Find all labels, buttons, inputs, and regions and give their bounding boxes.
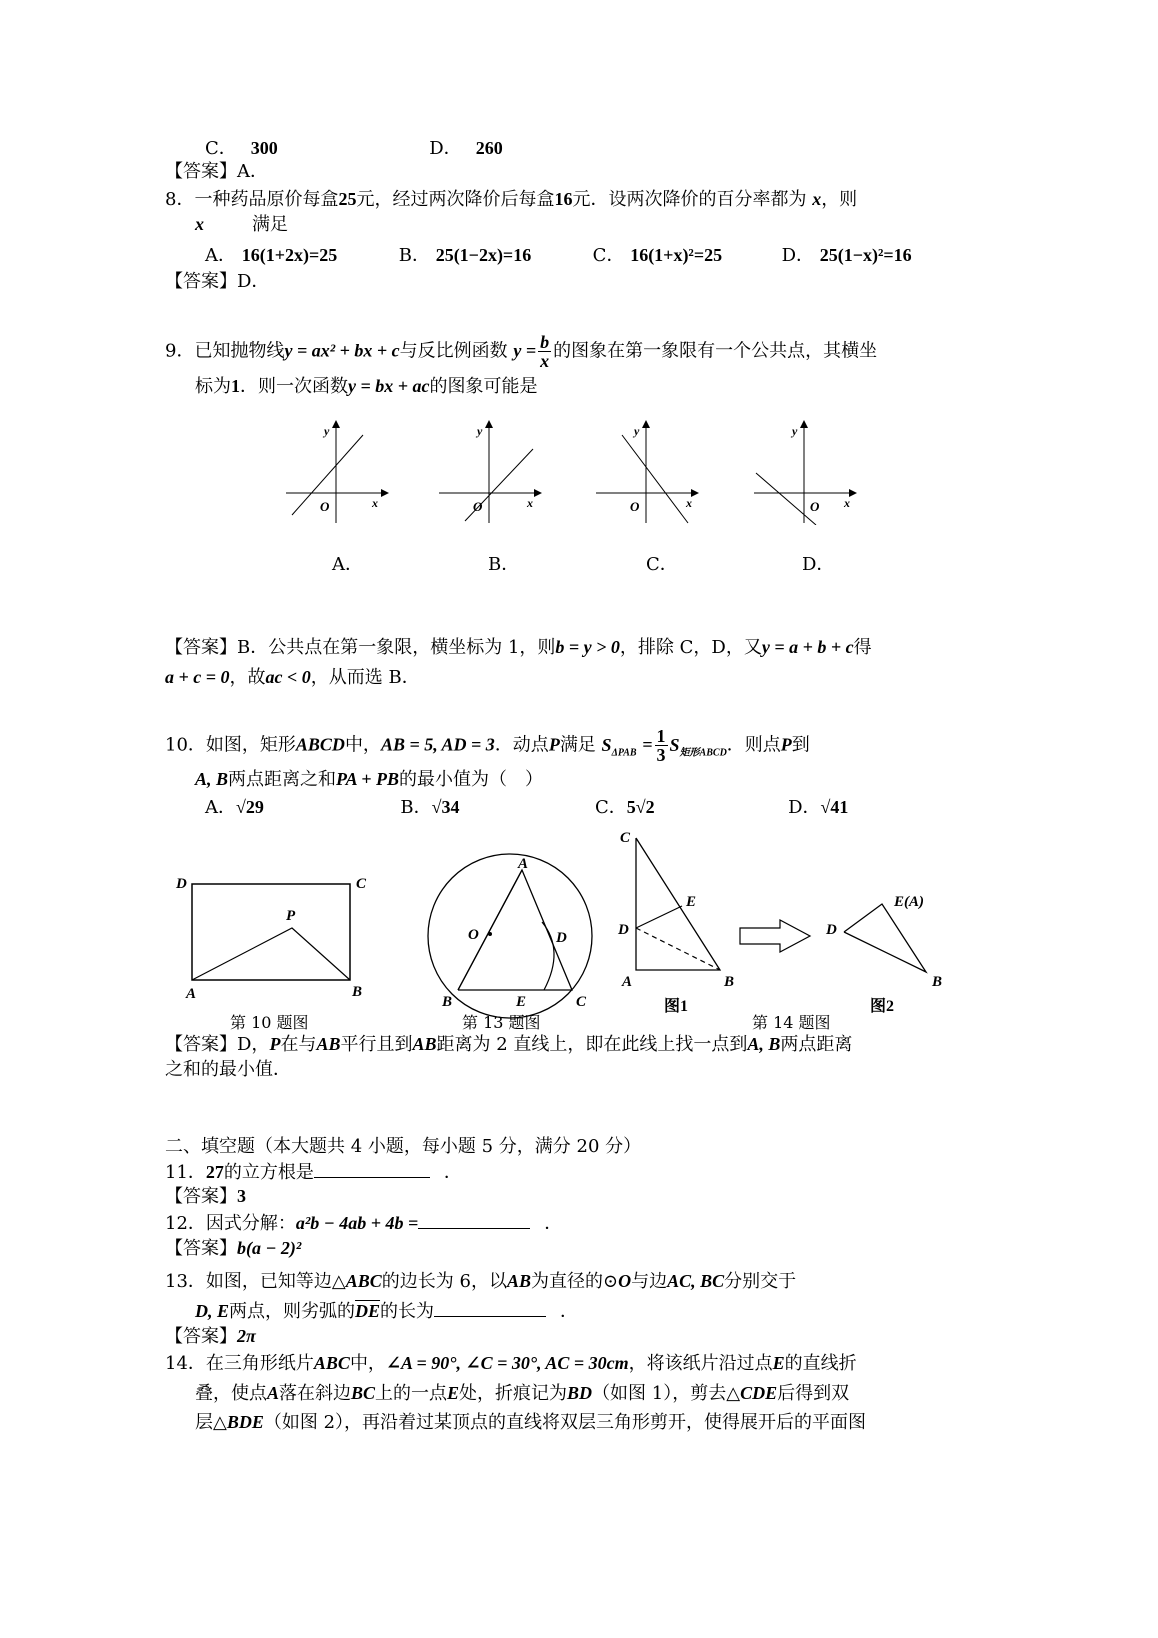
q9-graph-d (754, 421, 856, 525)
figures-row (170, 820, 970, 1020)
svg-text:B: B (352, 984, 363, 1000)
svg-text:A: A (622, 974, 633, 990)
fig14-figure1 (617, 830, 734, 990)
fig14-caption: 第 14 题图 (752, 1013, 831, 1032)
q9-graph-label-b: B． (488, 554, 520, 575)
svg-text:y: y (324, 424, 330, 438)
q8-options: A． 16(1+2x)=25 B． 25(1−2x)=16 C． 16(1+x)²=25 D． 25(1−x)²=16 (205, 245, 912, 266)
svg-text:O: O (468, 927, 479, 943)
q9-graph-a (286, 421, 388, 523)
q9-stem-2: 标为1．则一次函数y = bx + ac的图象可能是 (195, 376, 538, 397)
svg-text:E: E (686, 894, 697, 910)
q13-stem-2: D, E两点，则劣弧的$\overline{DE}$的长为 ． (195, 1301, 579, 1322)
q7-answer: 【答案】A． (165, 161, 268, 182)
svg-text:O: O (810, 499, 820, 514)
section2-title: 二、填空题（本大题共 4 小题，每小题 5 分，满分 20 分） (165, 1136, 642, 1157)
q11-stem: 11．27的立方根是 ． (165, 1162, 462, 1183)
svg-text:x: x (372, 496, 378, 510)
q14-stem-3: 层△BDE（如图 2），再沿着过某顶点的直线将双层三角形剪开，使得展开后的平面图 (195, 1412, 867, 1433)
fig14-arrow (740, 920, 810, 952)
q9-answer: 【答案】B．公共点在第一象限，横坐标为 1，则b = y > 0，排除 C，D，又y = a + b + c得 (165, 637, 872, 658)
q9-answer-2: a + c = 0，故ac < 0，从而选 B． (165, 667, 420, 688)
svg-text:O: O (630, 499, 640, 514)
q9-graph-label-a: A． (332, 554, 363, 575)
q10-stem: 10．如图，矩形ABCD中，AB = 5, AD = 3．动点P满足 $S_{\Delta PAB}$ = $\frac{1}{3}$ $S_{矩形ABCD}$．则点P到 (165, 726, 810, 765)
q10-answer-2: 之和的最小值． (165, 1059, 291, 1080)
fig10-caption: 第 10 题图 (230, 1013, 309, 1032)
svg-text:y: y (477, 424, 483, 438)
svg-text:x: x (686, 496, 692, 510)
svg-text:P: P (286, 908, 296, 924)
svg-text:B: B (724, 974, 735, 990)
q12-answer: 【答案】b(a − 2)² (165, 1238, 302, 1259)
svg-text:E: E (516, 994, 527, 1010)
svg-text:O: O (320, 499, 330, 514)
svg-text:O: O (473, 499, 483, 514)
q14-stem: 14．在三角形纸片ABC中，∠A = 90°, ∠C = 30°, AC = 30cm，将该纸片沿过点E的直线折 (165, 1353, 857, 1374)
fig13-circle-triangle (428, 854, 592, 1018)
q9-stem: 9．已知抛物线y = ax² + bx + c与反比例函数 y = $\frac{b}{x}$ 的图象在第一象限有一个公共点，其横坐 (165, 332, 878, 371)
q14-stem-2: 叠，使点A落在斜边BC上的一点E处，折痕记为BD（如图 1），剪去△CDE后得到双 (195, 1383, 850, 1404)
q11-answer: 【答案】3 (165, 1186, 246, 1207)
svg-text:x: x (844, 496, 850, 510)
q10-stem-2: A, B两点距离之和PA + PB的最小值为（ ） (195, 769, 543, 790)
q9-graphs (280, 415, 880, 525)
svg-text:D: D (556, 930, 567, 946)
fig10-rectangle (175, 876, 367, 1002)
svg-text:C: C (620, 830, 631, 846)
svg-text:E(A): E(A) (894, 894, 924, 910)
svg-text:x: x (527, 496, 533, 510)
q9-graph-label-c: C． (646, 554, 678, 575)
q9-graph-label-d: D． (802, 554, 835, 575)
svg-text:A: A (518, 856, 529, 872)
fig13-caption: 第 13 题图 (462, 1013, 541, 1032)
svg-text:B: B (442, 994, 453, 1010)
svg-text:C: C (576, 994, 587, 1010)
svg-text:y: y (792, 424, 798, 438)
svg-text:D: D (176, 876, 187, 892)
fig14-sub1: 图1 (664, 998, 689, 1015)
fig14-figure2 (825, 894, 942, 990)
q12-stem: 12．因式分解：a²b − 4ab + 4b = ． (165, 1213, 563, 1234)
q8-answer: 【答案】D． (165, 271, 270, 292)
q10-options: A．√29 B．√34 C．5√2 D．√41 (205, 797, 849, 818)
svg-text:D: D (618, 922, 629, 938)
svg-text:y: y (634, 424, 640, 438)
q8-stem-2: x 满足 (195, 214, 288, 235)
q8-stem: 8．一种药品原价每盒25元，经过两次降价后每盒16元．设两次降价的百分率都为 x，则 (165, 189, 858, 210)
q7-options: C． 300 D． 260 (205, 138, 503, 159)
svg-text:C: C (356, 876, 367, 892)
fig14-sub2: 图2 (870, 998, 895, 1015)
svg-text:B: B (932, 974, 943, 990)
q9-graph-b (439, 421, 541, 523)
q13-answer: 【答案】2π (165, 1326, 256, 1347)
q10-answer: 【答案】D，P在与AB平行且到AB距离为 2 直线上，即在此线上找一点到A, B两点距离 (165, 1034, 853, 1055)
svg-text:D: D (826, 922, 837, 938)
svg-text:A: A (186, 986, 197, 1002)
q13-stem: 13．如图，已知等边△ABC的边长为 6，以AB为直径的⊙O与边AC, BC分别交于 (165, 1271, 797, 1292)
q9-graph-c (596, 421, 698, 523)
